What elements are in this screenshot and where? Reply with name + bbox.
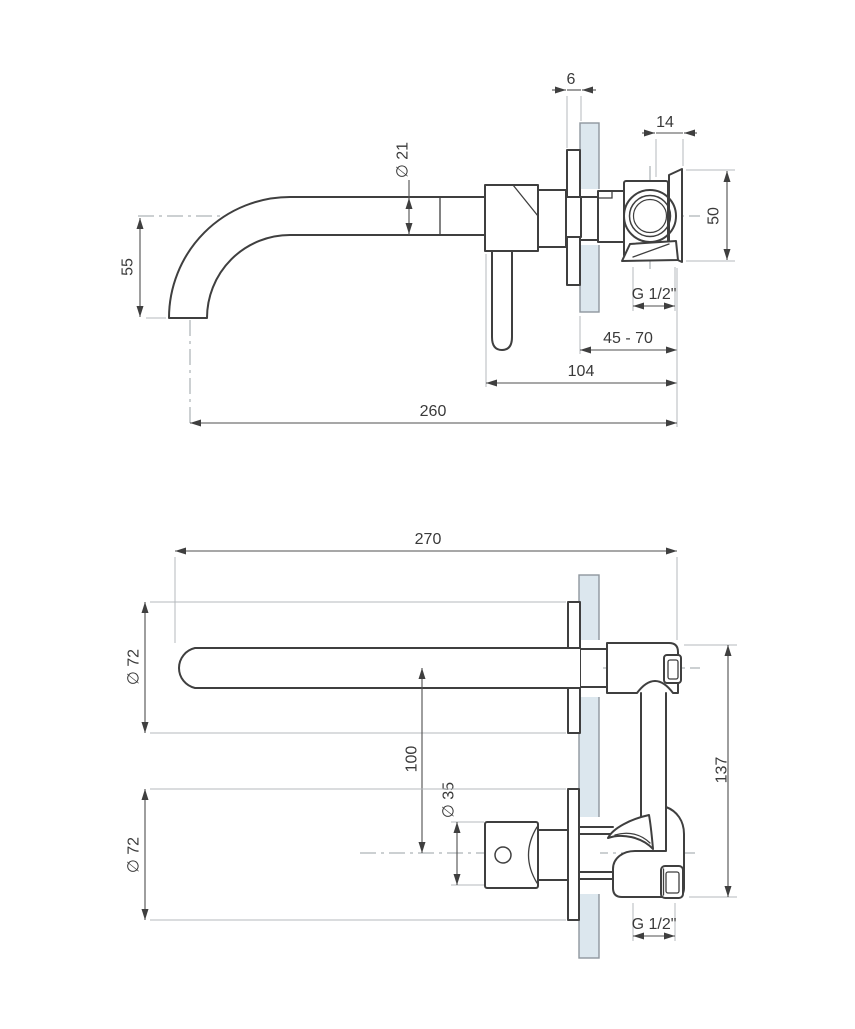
dim-depth-range [580, 316, 677, 354]
dim-spout-drop [120, 218, 166, 318]
lever-handle-side [492, 251, 512, 350]
dim-label-spout-length: 270 [414, 531, 442, 548]
handle-valve-wing [608, 815, 653, 849]
dim-label-spout-drop: 55 [119, 258, 137, 276]
dim-label-depth-range: 45 - 70 [603, 330, 653, 347]
supply-pipe-plan [641, 693, 666, 819]
wall-section-side [579, 123, 600, 312]
dim-spout-length [175, 531, 677, 643]
dim-thread-side [632, 267, 677, 311]
handle-plan [485, 789, 579, 920]
dim-label-thread-side: G 1/2" [631, 286, 677, 303]
dim-spout-handle-distance [404, 668, 422, 853]
dim-label-handle-rosette-diameter: ∅ 72 [125, 836, 143, 874]
dim-label-spout-rosette-diameter: ∅ 72 [125, 648, 143, 686]
dim-handle-diameter [441, 782, 484, 885]
plan-view [126, 531, 737, 958]
handle-neck-plan [538, 830, 568, 880]
dim-label-handle-diameter: ∅ 35 [440, 781, 458, 819]
wall-opening-handle [578, 817, 600, 894]
dim-spout-reach [190, 268, 677, 427]
spout-plan [179, 648, 580, 688]
mixer-body-side [485, 185, 581, 251]
dim-label-thread-plan: G 1/2" [631, 916, 677, 933]
dim-label-spout-handle-distance: 100 [403, 745, 421, 773]
dim-body-height [684, 645, 737, 897]
spout-side [169, 197, 487, 318]
dim-label-plate-offset: 14 [656, 114, 674, 131]
rosette-handle-plan [568, 789, 579, 920]
dim-thread-plan [632, 903, 677, 941]
dim-label-spout-reach: 260 [419, 403, 447, 420]
dim-label-spout-diameter: ∅ 21 [394, 141, 412, 179]
dim-label-rosette-wall-gap: 6 [566, 71, 576, 88]
wall-section-plan [578, 575, 600, 958]
concealed-valve-side [622, 169, 682, 262]
dim-label-plate-height: 50 [705, 207, 723, 225]
dim-label-body-length: 104 [567, 363, 595, 380]
dim-label-body-height: 137 [713, 756, 731, 784]
side-view [120, 71, 735, 428]
